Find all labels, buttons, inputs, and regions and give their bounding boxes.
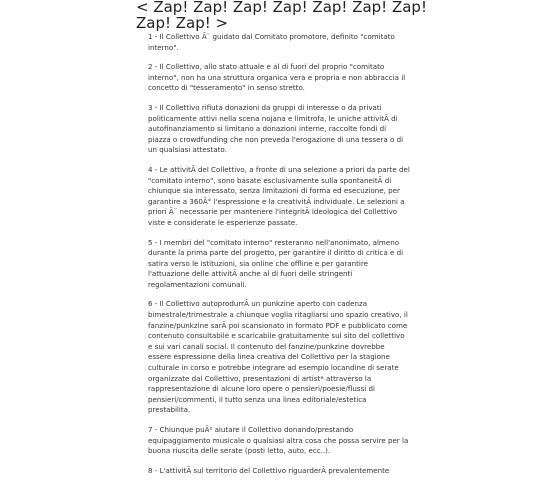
- paragraph-1: 1 - Il Collettivo Ã¨ guidato dal Comitato promotore, definito "comitato interno".: [148, 32, 395, 52]
- paragraph-2: 2 - Il Collettivo, allo stato attuale e al di fuori del proprio "comitato interno", non ha una struttura organica vera e propria e non abbraccia il concetto di "tesseramento" in senso stretto.: [148, 62, 406, 93]
- paragraph-5: 5 - I membri del "comitato interno" resteranno nell'anonimato, almeno durante la prima parte del progetto, per garantire il diritto di critica e di satira verso le istituzioni, sia online che offline e per garantire l'attuazione delle attivitÃ anche al di fuori delle stringenti regolamentazioni comunali.: [148, 237, 404, 289]
- page-title: < Zap! Zap! Zap! Zap! Zap! Zap! Zap! Zap! Zap! >: [136, 0, 427, 32]
- paragraph-6: 6 - Il Collettivo autoprodurrÃ un punkzine aperto con cadenza bimestrale/trimestrale a chiunque voglia ritagliarsi uno spazio creativo, il fanzine/punkzine sarÃ poi scansionato in formato PDF e pubblicato come contenuto consultabile e scaricabile gratuitamente sul sito del collettivo e sui vari canali social. Il contenuto del fanzine/punkzine dovrebbe essere espressione della linea creativa del Collettivo per la stagione culturale in corso e potrebbe integrare ad esempio locandine di serate organizzate dal Collettivo, presentazioni di artist* attraverso la rappresentazione di alcune loro opere o pensieri/poesie/flussi di pensieri/commenti, il tutto senza una linea editoriale/estetica prestabilita.: [148, 299, 408, 415]
- paragraph-7: 7 - Chiunque puÃ² aiutare il Collettivo donando/prestando equipaggiamento musicale o qualsiasi altra cosa che possa servire per la buona riuscita delle serate (posti letto, auto, ecc..).: [148, 425, 409, 456]
- manifesto-text: [148, 32, 410, 485]
- paragraph-4: 4 - Le attivitÃ del Collettivo, a fronte di una selezione a priori da parte del "comitato interno", sono basate esclusivamente sulla spontaneitÃ di chiunque sia interessato, senza limitazioni di forma ed esecuzione, per garantire a 360Â° l'espressione e la creativitÃ individuale. Le selezioni a priori Ã¨ necessarie per mantenere l'integritÃ ideologica del Collettivo viste e considerate le esperienze passate.: [148, 164, 410, 227]
- paragraph-8: 8 - L'attivitÃ sul territorio del Collettivo riguarderÃ prevalentemente: [148, 465, 390, 475]
- paragraph-3: 3 - Il Collettivo rifiuta donazioni da gruppi di interesse o da privati politicamente attivi nella scena nojana e limitrofa, le uniche attivitÃ di autofinanziamento si limitano a donazioni interne, raccolte fondi di piazza o crowdfunding che non preveda l'erogazione di una tessera o di un qualsiasi attestato.: [148, 102, 404, 155]
